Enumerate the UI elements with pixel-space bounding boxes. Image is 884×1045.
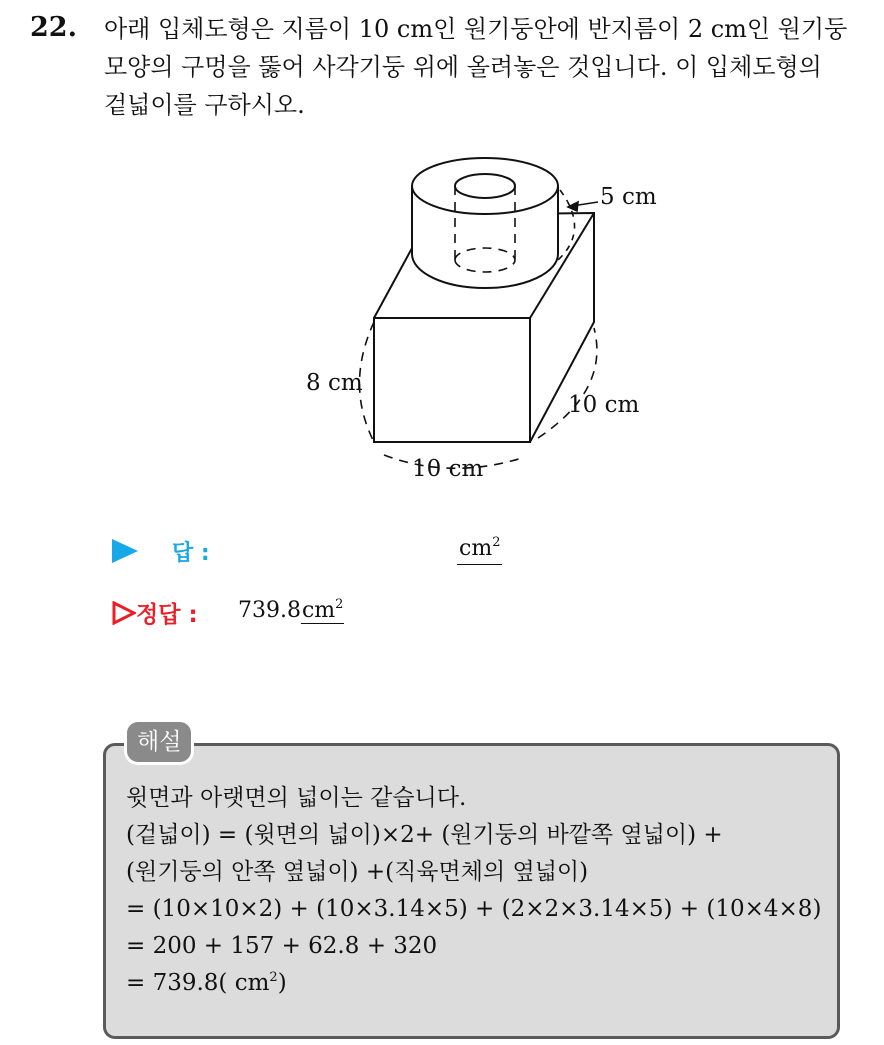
- explanation-line: (원기둥의 안쪽 옆넓이) +(직육면체의 옆넓이): [126, 859, 589, 885]
- outline-triangle-icon: [112, 601, 136, 625]
- question-line: 아래 입체도형은 지름이 10 cm인 원기둥안에 반지름이 2 cm인 원기둥: [104, 15, 848, 43]
- explanation-final-line: [126, 965, 846, 1002]
- dim-arc-depth: [538, 328, 597, 438]
- answer-unit-base: cm: [459, 536, 493, 561]
- correct-answer-value: [238, 596, 344, 626]
- explanation-line: = (10×10×2) + (10×3.14×5) + (2×2×3.14×5) + (10×4×8): [126, 896, 822, 922]
- correct-answer-label: 정답 :: [136, 602, 198, 628]
- answer-label: 답 :: [172, 541, 210, 566]
- question-number: 22.: [30, 12, 77, 43]
- dim-arrow-head: [568, 202, 578, 211]
- explanation-text: [126, 780, 846, 1002]
- question-line: 겉넓이를 구하시오.: [104, 91, 305, 119]
- outer-cylinder-top: [412, 158, 558, 214]
- question-line: 모양의 구멍을 뚫어 사각기둥 위에 올려놓은 것입니다. 이 입체도형의: [104, 53, 822, 81]
- explanation-line: 윗면과 아랫면의 넓이는 같습니다.: [126, 785, 467, 811]
- solid-figure: [290, 150, 690, 500]
- correct-unit-exp: 2: [335, 597, 344, 612]
- label-prism-width: 10 cm: [412, 456, 484, 482]
- label-prism-depth: 10 cm: [568, 392, 640, 418]
- explanation-line: = 200 + 157 + 62.8 + 320: [126, 933, 438, 959]
- answer-row: [112, 532, 612, 572]
- correct-answer-row: [112, 594, 612, 634]
- label-prism-height: 8 cm: [306, 370, 363, 396]
- label-cylinder-height: 5 cm: [600, 184, 657, 210]
- final-prefix: = 739.8( cm: [126, 970, 270, 996]
- correct-unit-base: cm: [301, 598, 336, 623]
- solid-figure-drawing: [290, 150, 690, 500]
- correct-value-number: 739.8: [238, 598, 301, 623]
- final-exp: 2: [269, 970, 278, 985]
- play-triangle-icon: [112, 539, 138, 563]
- correct-value-unit: [301, 598, 344, 624]
- explanation-tag: 해설: [127, 722, 191, 762]
- final-suffix: ): [277, 970, 287, 996]
- question-text: [104, 10, 864, 124]
- prism-front-face: [374, 318, 530, 442]
- answer-unit-exp: 2: [492, 535, 501, 550]
- explanation-line: (겉넓이) = (윗면의 넓이)×2+ (원기둥의 바깥쪽 옆넓이) +: [126, 822, 723, 848]
- answer-blank[interactable]: [457, 534, 502, 565]
